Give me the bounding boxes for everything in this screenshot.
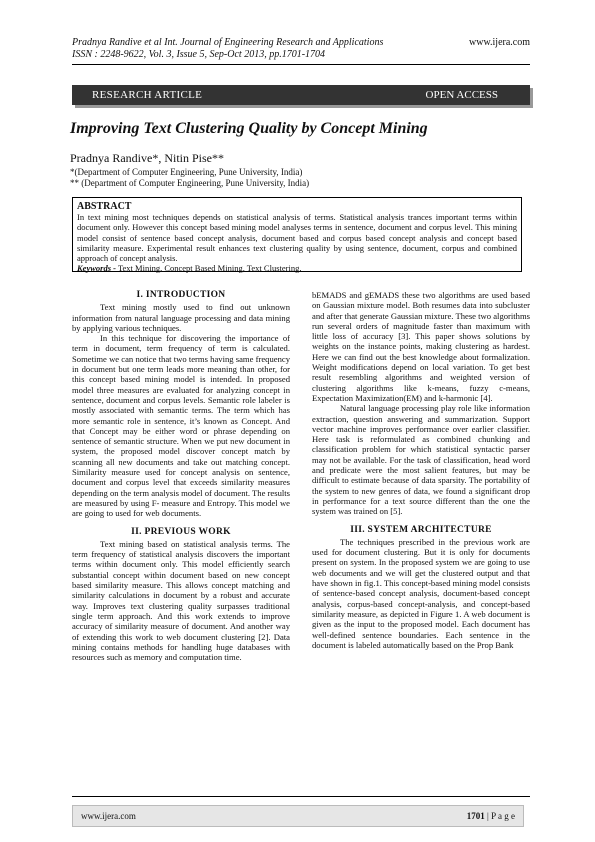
nlp-paragraph: Natural language processing play role like information extraction, question answering and summarization. Support vector machine improves performance over earlier classifier. Here task is reformulated as combined chunking and classification problem for which statistical syntactic parser may not be available. For the task of classification, head word and predicate were the most salient features, but may be difficult to estimate because of data sparsity. The portability of the system to new genres of data, we found a significant drop in performance for a text source different than the one the system was trained on [5]. (312, 403, 530, 517)
keywords-line (77, 263, 517, 273)
affiliation-1: *(Department of Computer Engineering, Pune University, India) (70, 167, 303, 177)
paper-title: Improving Text Clustering Quality by Concept Mining (70, 120, 428, 137)
footer-rule (72, 796, 530, 797)
page-label: | P a g e (484, 811, 515, 821)
previous-work-continued-paragraph: bEMADS and gEMADS these two algorithms are used based on Gaussian mixture model. Both resumes data into subcluster and after that generate Gaussian mixture. These two algorithms run several orders of magnitude faster than maximum with little loss of accuracy [3]. This paper shows solutions by weights on the instance points, making clustering as hardest. Here we can find out the best knowledge about formalization. Weight modifications depend on local variation. To get best result resembling algorithms and weighted version of clustering algorithms like k-means, fuzzy c-means, Expectation Maximization(EM) and k-harmonic [4]. (312, 290, 530, 403)
research-article-label: RESEARCH ARTICLE (92, 89, 203, 101)
article-type-banner (72, 85, 530, 105)
issn-line: ISSN : 2248-9622, Vol. 3, Issue 5, Sep-Oct 2013, pp.1701-1704 (72, 49, 326, 60)
keywords-text: Text Mining, Concept Based Mining, Text Clustering. (115, 263, 302, 274)
section-heading-previous-work: II. PREVIOUS WORK (131, 526, 231, 537)
author-list: Pradnya Randive*, Nitin Pise** (70, 151, 224, 165)
section-heading-introduction: I. INTRODUCTION (136, 290, 226, 300)
page-footer (72, 805, 524, 827)
open-access-label: OPEN ACCESS (425, 89, 498, 101)
affiliation-2: ** (Department of Computer Engineering, Pune University, India) (70, 178, 310, 188)
abstract-text: In text mining most techniques depends on statistical analysis of terms. Statistical analysis trances important terms within document only. However this concept based mining model analyses terms in sentence, document and corpus level. This mining model consist of sentence based concept analysis, document based and corpus based concept analysis and concept based similarity measure. Experimental result enhances text clustering quality by using sentence, document, corpus and combined approach of concept analysis. (77, 212, 517, 264)
section-heading-system-architecture: III. SYSTEM ARCHITECTURE (350, 524, 492, 535)
page-number-value: 1701 (466, 811, 485, 821)
footer-site-link[interactable]: www.ijera.com (81, 811, 136, 821)
abstract-box (72, 197, 522, 272)
running-header (72, 37, 530, 61)
journal-line: Pradnya Randive et al Int. Journal of Engineering Research and Applications (72, 37, 384, 48)
page-number (467, 806, 515, 826)
left-column (72, 290, 290, 662)
right-column (312, 290, 530, 650)
header-rule (72, 64, 530, 65)
abstract-heading: ABSTRACT (77, 201, 132, 212)
intro-paragraph-2: In this technique for discovering the importance of term in document, term frequency of term is calculated. Sometime we can notice that two terms having same frequency in document but one term leads more meaning than other, for this concept based mining model is intended. In proposed model three measures are evaluated for analyzing concept in sentence, document and corpus levels. Semantic role labeler is mostly associated with semantic terms. The term which has more semantic role in sentence, it’s known as Concept. And that Concept may be either word or phrase depending on sentence of semantic structure. When we put new document in system, the proposed model discover concept match by scanning all new documents and take out matching concept. Similarity measure used for concept analysis on sentence, document and corpus level that exceeds similarity measures depending on the term analysis model of document. The results are measured by using F- measure and Entropy. This model we are going to used for web documents. (72, 333, 290, 519)
previous-work-paragraph: Text mining based on statistical analysis terms. The term frequency of statistical analysis discovers the important terms within document only. This model efficiently search substantial concept within document based on new concept based similarity measure. This allows concept matching and similarity calculations in document by a robust and accurate way. Improves text clustering quality surpasses traditional single term approach. And this work extends to improve accuracy of similarity measure of document. And another way of extending this work to web document clustering [2]. Data mining contains methods for handling huge databases with resources such as memory and computation time. (72, 538, 290, 663)
header-site-link[interactable]: www.ijera.com (469, 37, 530, 48)
architecture-paragraph: The techniques prescribed in the previous work are used for document clustering. But it is only for documents present on system. In the proposed system we are going to use web documents and we will get the clustered output and that have shown in fig.1. This concept-based mining model consists of sentence-based concept analysis, document-based concept analysis, corpus-based concept-analysis, and concept-based similarity measure, as depicted in Figure 1. A web document is given as the input to the proposed model. Each document has well-defined sentence boundaries. Each sentence in the document is labeled automatically based on the Prop Bank (312, 536, 530, 650)
keywords-label: Keywords - (77, 263, 116, 274)
intro-paragraph-1: Text mining mostly used to find out unknown information from natural language processing and data mining by applying various techniques. (72, 302, 290, 333)
